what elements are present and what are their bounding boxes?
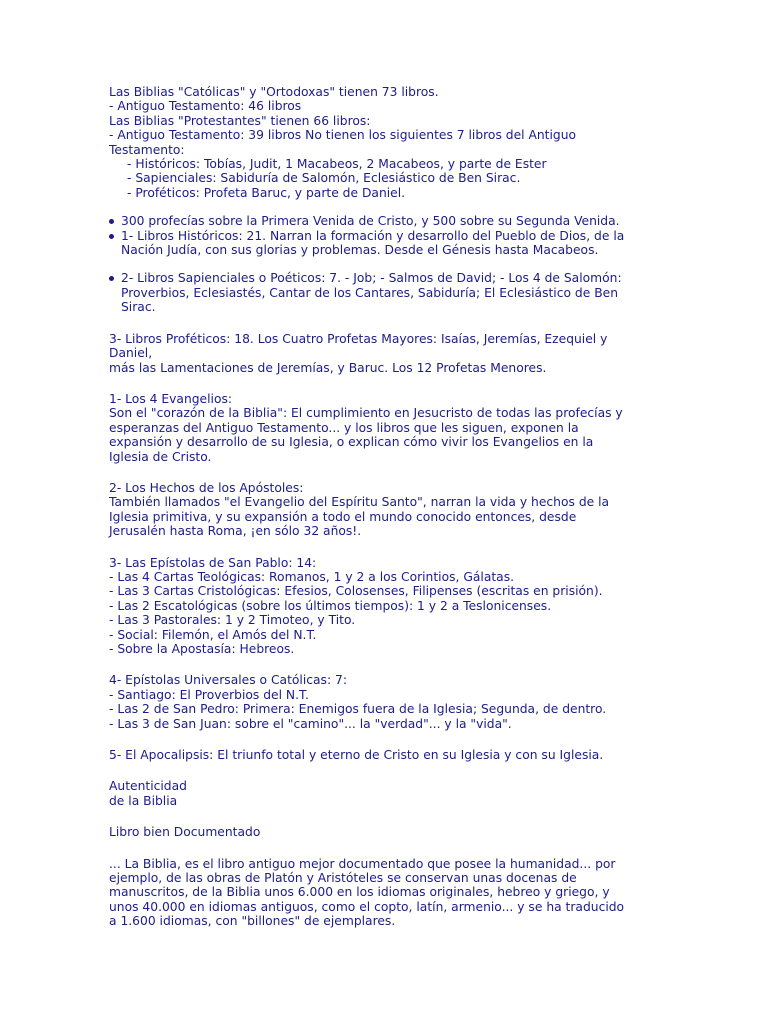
intro-line: Testamento: xyxy=(109,142,185,157)
missing-books-line: - Históricos: Tobías, Judit, 1 Macabeos, 2 Macabeos, y parte de Ester xyxy=(127,157,547,172)
text-line: Iglesia de Cristo. xyxy=(109,449,212,464)
section-heading: 4- Epístolas Universales o Católicas: 7: xyxy=(109,673,347,688)
section-heading: 3- Las Epístolas de San Pablo: 14: xyxy=(109,555,317,570)
intro-line: Las Biblias "Católicas" y "Ortodoxas" tienen 73 libros. xyxy=(109,85,439,99)
text-line: más las Lamentaciones de Jeremías, y Baruc. Los 12 Profetas Menores. xyxy=(109,360,547,375)
text-line: 5- El Apocalipsis: El triunfo total y eterno de Cristo en su Iglesia y con su Iglesia. xyxy=(109,748,604,763)
hechos-section xyxy=(109,481,654,539)
libro-documentado-heading xyxy=(109,825,654,839)
text-line: 3- Libros Proféticos: 18. Los Cuatro Profetas Mayores: Isaías, Jeremías, Ezequiel y xyxy=(109,331,608,346)
text-line: ... La Biblia, es el libro antiguo mejor documentado que posee la humanidad... por xyxy=(109,856,616,871)
text-line: Jerusalén hasta Roma, ¡en sólo 32 años!. xyxy=(109,524,362,539)
bullet-icon xyxy=(109,234,114,239)
bullet-list-a xyxy=(109,214,654,257)
list-item: 300 profecías sobre la Primera Venida de Cristo, y 500 sobre su Segunda Venida. xyxy=(109,214,654,228)
list-item: 1- Libros Históricos: 21. Narran la formación y desarrollo del Pueblo de Dios, de la Nación Judía, con sus glorias y problemas. Desde el Génesis hasta Macabeos. xyxy=(109,229,654,258)
heading-line: Autenticidad xyxy=(109,779,187,794)
epistolas-universales-section xyxy=(109,673,654,731)
text-line: - Las 2 Escatológicas (sobre los últimos tiempos): 1 y 2 a Teslonicenses. xyxy=(109,598,552,613)
text-line: - Las 3 Cartas Cristológicas: Efesios, Colosenses, Filipenses (escritas en prisión). xyxy=(109,584,603,599)
text-line: Daniel, xyxy=(109,346,153,361)
intro-line: - Antiguo Testamento: 39 libros No tienen los siguientes 7 libros del Antiguo xyxy=(109,128,577,143)
text-line: Son el "corazón de la Biblia": El cumplimiento en Jesucristo de todas las profecías y xyxy=(109,406,623,421)
evangelios-section xyxy=(109,392,654,464)
intro-line: Las Biblias "Protestantes" tienen 66 libros: xyxy=(109,113,371,128)
text-line: - Social: Filemón, el Amós del N.T. xyxy=(109,627,317,642)
text-line: esperanzas del Antiguo Testamento... y los libros que les siguen, exponen la xyxy=(109,420,579,435)
missing-books-line: - Proféticos: Profeta Baruc, y parte de Daniel. xyxy=(127,185,406,200)
apocalipsis-section xyxy=(109,748,654,762)
document-body xyxy=(109,85,654,929)
list-item: 2- Libros Sapienciales o Poéticos: 7. - Job; - Salmos de David; - Los 4 de Salomón: Proverbios, Eclesiastés, Cantar de los Cantares, Sabiduría; El Eclesiástico de Ben Sirac. xyxy=(109,271,654,314)
autenticidad-heading xyxy=(109,779,654,808)
text-line: expansión y desarrollo de su Iglesia, o explican cómo vivir los Evangelios en la xyxy=(109,435,594,450)
section-heading: 2- Los Hechos de los Apóstoles: xyxy=(109,480,304,495)
text-line: a 1.600 idiomas, con "billones" de ejemplares. xyxy=(109,914,396,929)
profeticos-section xyxy=(109,332,654,375)
bullet-icon xyxy=(109,276,114,281)
text-line: - Las 3 de San Juan: sobre el "camino"... la "verdad"... y la "vida". xyxy=(109,716,512,731)
text-line: - Las 3 Pastorales: 1 y 2 Timoteo, y Tito. xyxy=(109,613,356,628)
bullet-icon xyxy=(109,219,114,224)
heading-line: Libro bien Documentado xyxy=(109,825,261,840)
missing-books-line: - Sapienciales: Sabiduría de Salomón, Eclesiástico de Ben Sirac. xyxy=(127,171,521,186)
text-line: También llamados "el Evangelio del Espíritu Santo", narran la vida y hechos de la xyxy=(109,495,610,510)
intro-line: - Antiguo Testamento: 46 libros xyxy=(109,99,302,114)
bullet-list-b xyxy=(109,271,654,314)
text-line: Iglesia primitiva, y su expansión a todo el mundo conocido entonces, desde xyxy=(109,509,577,524)
text-line: unos 40.000 en idiomas antiguos, como el copto, latín, armenio... y se ha traducido xyxy=(109,899,625,914)
text-line: - Sobre la Apostasía: Hebreos. xyxy=(109,642,295,656)
text-line: manuscritos, de la Biblia unos 6.000 en los idiomas originales, hebreo y griego, y xyxy=(109,885,610,900)
section-heading: 1- Los 4 Evangelios: xyxy=(109,391,233,406)
intro-section xyxy=(109,85,654,200)
text-line: - Santiago: El Proverbios del N.T. xyxy=(109,687,309,702)
text-line: - Las 2 de San Pedro: Primera: Enemigos fuera de la Iglesia; Segunda, de dentro. xyxy=(109,702,607,717)
heading-line: de la Biblia xyxy=(109,793,178,808)
epistolas-pablo-section xyxy=(109,556,654,657)
text-line: - Las 4 Cartas Teológicas: Romanos, 1 y 2 a los Corintios, Gálatas. xyxy=(109,569,515,584)
text-line: ejemplo, de las obras de Platón y Aristóteles se conservan unas docenas de xyxy=(109,871,577,886)
documentado-paragraph xyxy=(109,857,654,929)
